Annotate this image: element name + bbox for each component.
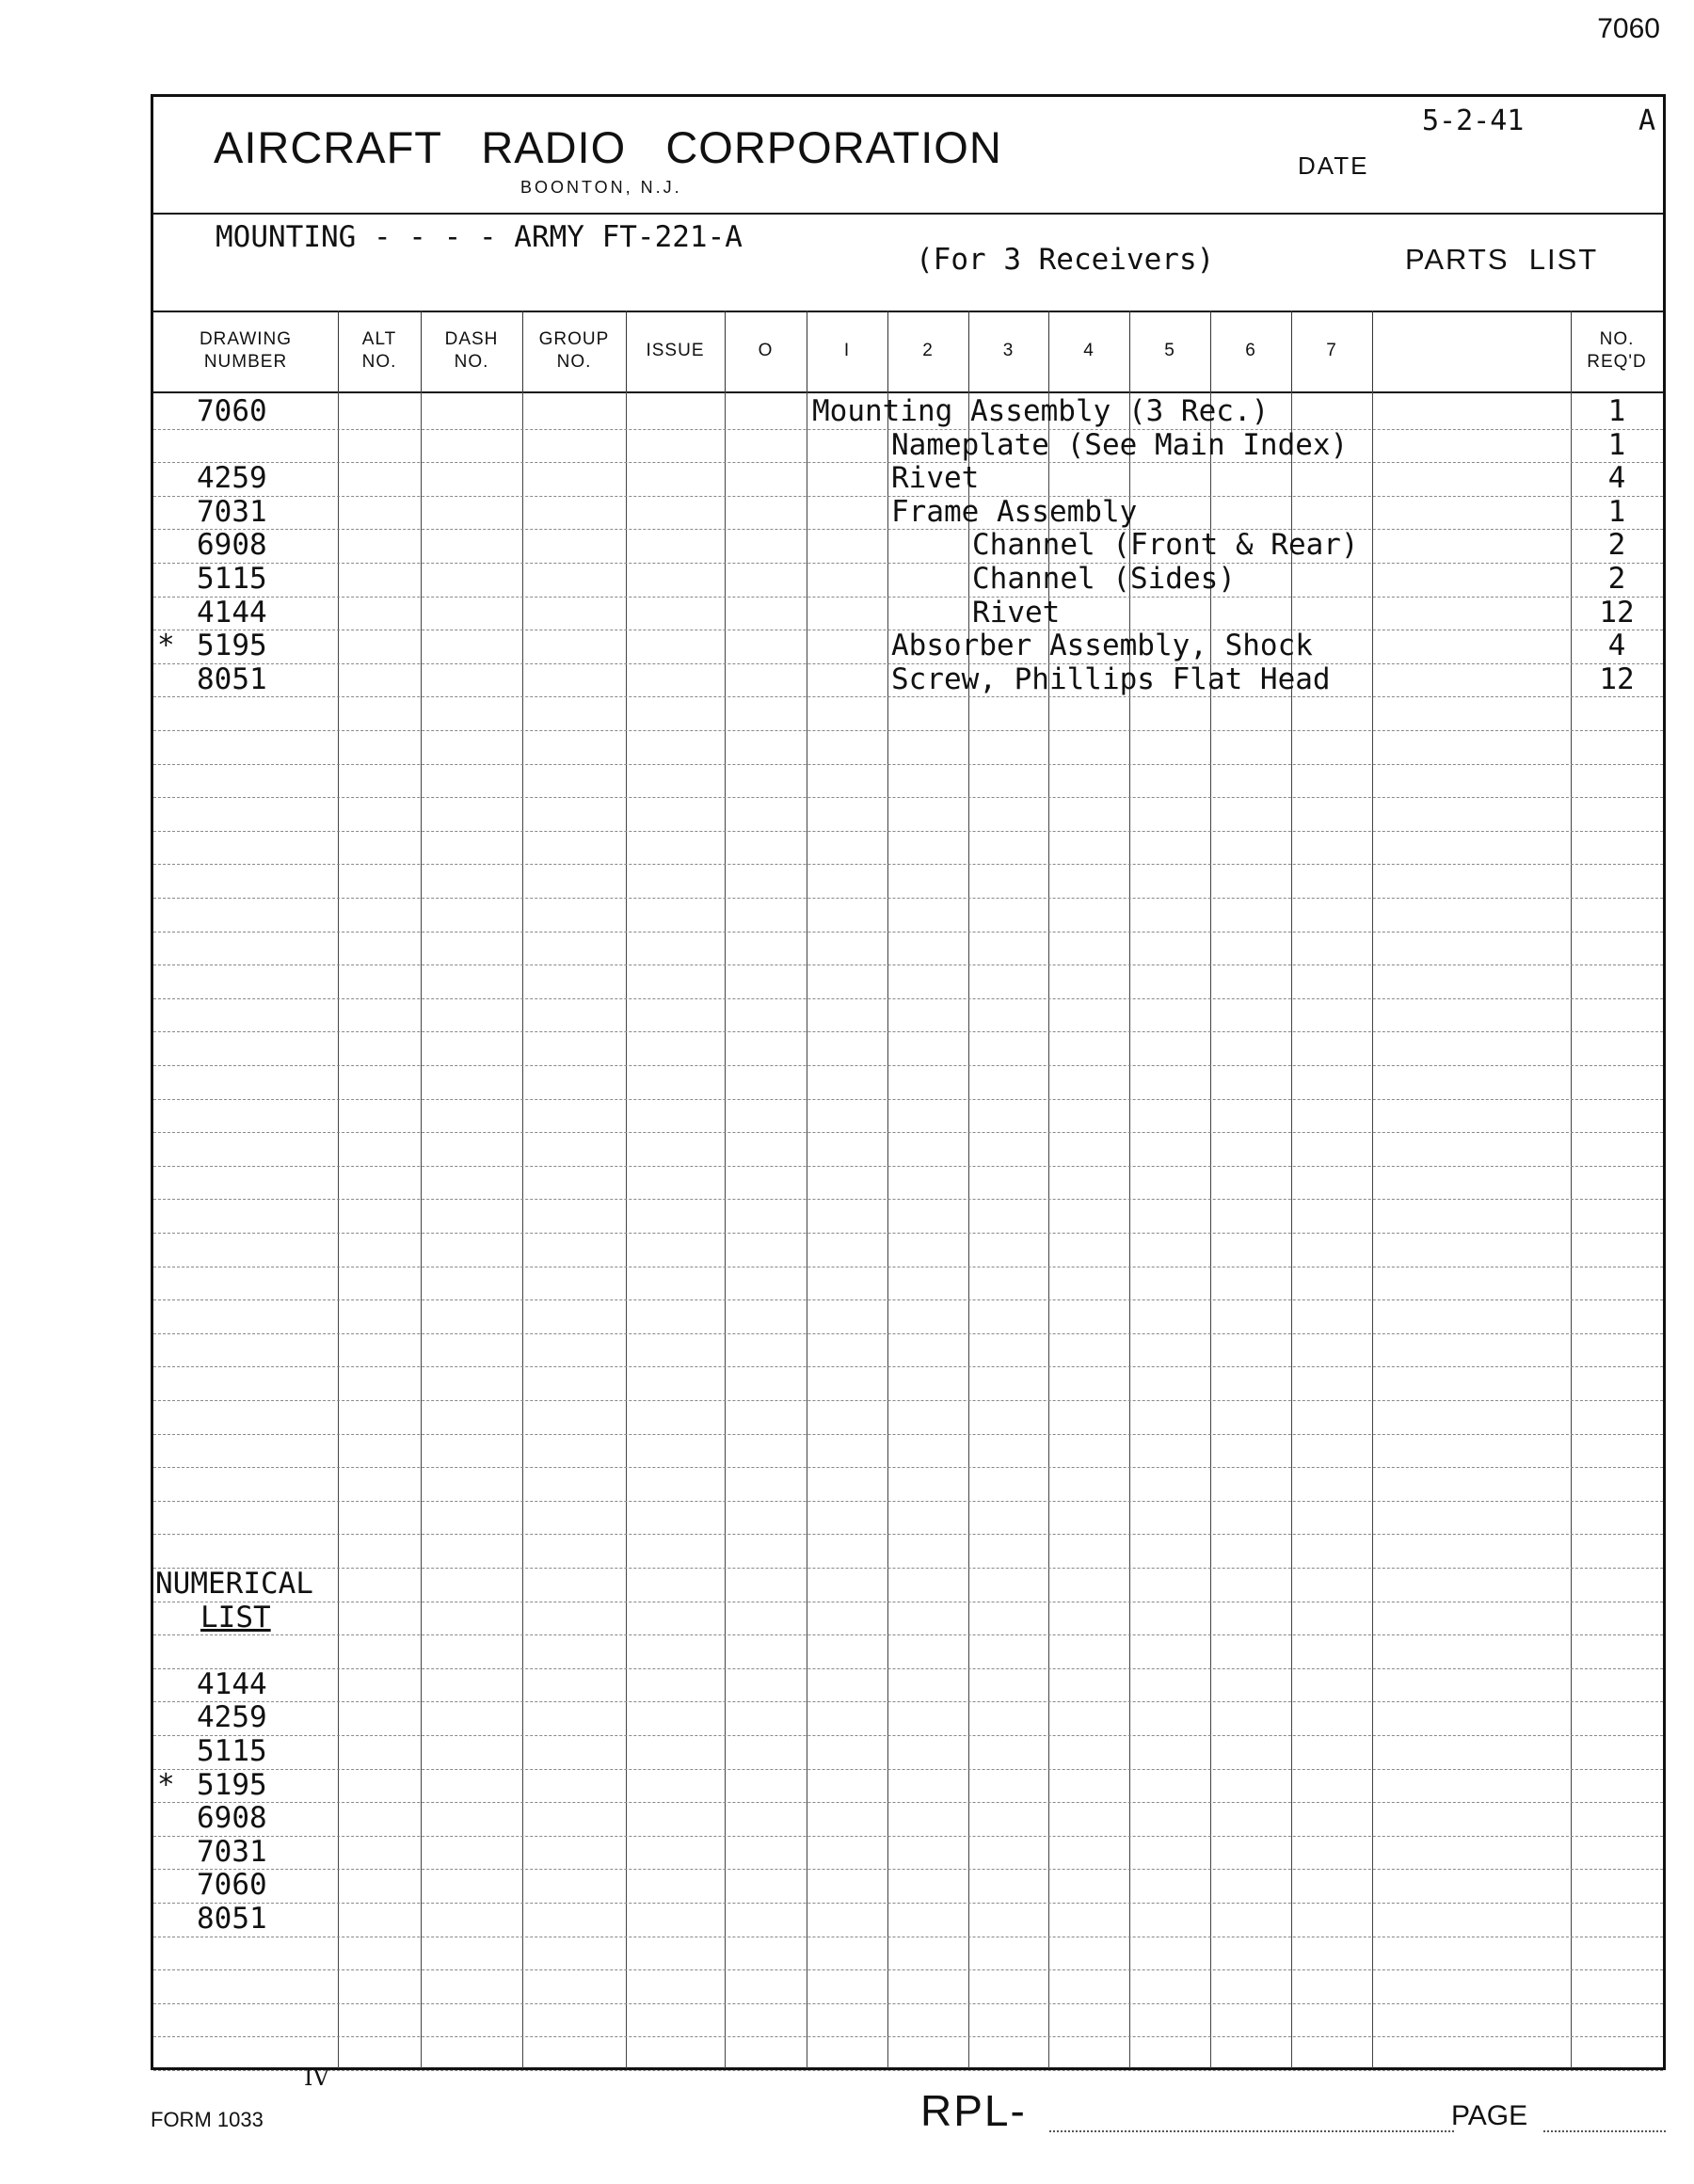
assembly-header	[153, 213, 1663, 312]
row-rule	[153, 964, 1663, 965]
parts-list-form	[151, 94, 1666, 2070]
row-rule	[153, 1400, 1663, 1401]
quantity-required: 2	[1607, 562, 1626, 596]
column-header: DASH NO.	[444, 329, 499, 372]
revision-letter: A	[1638, 104, 1655, 137]
row-rule	[153, 1769, 1663, 1770]
row-rule	[153, 998, 1663, 999]
part-description: Screw, Phillips Flat Head	[891, 662, 1331, 696]
column-divider	[725, 391, 726, 2068]
column-header: 6	[1245, 341, 1256, 360]
revision-marker: *	[157, 629, 175, 663]
column-divider	[626, 391, 627, 2068]
row-rule	[153, 898, 1663, 899]
drawing-number: 5195	[197, 629, 267, 663]
row-rule	[153, 1634, 1663, 1635]
row-rule	[153, 1802, 1663, 1803]
numerical-list-title: NUMERICAL	[155, 1567, 313, 1601]
row-rule	[153, 764, 1663, 765]
numerical-list-item: 6908	[197, 1801, 267, 1836]
column-header: 5	[1164, 341, 1175, 360]
column-divider	[626, 311, 627, 391]
column-header	[1372, 311, 1571, 391]
row-rule	[153, 864, 1663, 865]
column-divider	[887, 311, 888, 391]
rpl-label: RPL-	[920, 2086, 1027, 2135]
date-label: DATE	[1298, 151, 1369, 180]
column-header: ISSUE	[646, 341, 705, 360]
column-header: 4	[1083, 341, 1095, 360]
quantity-required: 1	[1607, 394, 1626, 428]
quantity-required: 4	[1607, 629, 1626, 663]
part-description: Frame Assembly	[891, 494, 1138, 529]
company-location: BOONTON, N.J.	[520, 178, 682, 197]
parts-grid	[153, 391, 1663, 2068]
row-rule	[153, 529, 1663, 530]
assembly-description: MOUNTING - - - - ARMY FT-221-A	[216, 220, 743, 254]
column-divider	[968, 311, 969, 391]
part-description: Absorber Assembly, Shock	[891, 629, 1313, 663]
row-rule	[153, 1534, 1663, 1535]
quantity-required: 2	[1607, 528, 1626, 563]
numerical-list-item: 5115	[197, 1734, 267, 1768]
row-rule	[153, 1501, 1663, 1502]
column-header: GROUP NO.	[538, 329, 610, 372]
row-rule	[153, 1735, 1663, 1736]
row-rule	[153, 1099, 1663, 1100]
part-description: Channel (Front & Rear)	[972, 528, 1359, 563]
quantity-required: 1	[1607, 494, 1626, 529]
row-rule	[153, 730, 1663, 731]
row-rule	[153, 797, 1663, 798]
column-header: NO. REQ'D	[1587, 329, 1647, 372]
column-divider	[725, 311, 726, 391]
column-divider	[1372, 311, 1373, 391]
column-divider	[338, 311, 339, 391]
column-divider	[1048, 311, 1049, 391]
page-blank-line	[1543, 2130, 1666, 2132]
row-rule	[153, 1333, 1663, 1334]
row-rule	[153, 563, 1663, 564]
numerical-list-item: 8051	[197, 1902, 267, 1936]
numerical-list-item: 4259	[197, 1700, 267, 1735]
part-description: Channel (Sides)	[972, 562, 1236, 596]
row-rule	[153, 1903, 1663, 1904]
revision-marker: *	[157, 1767, 175, 1802]
numerical-list-item: 5195	[197, 1767, 267, 1802]
row-rule	[153, 1869, 1663, 1870]
row-rule	[153, 1701, 1663, 1702]
column-header: O	[758, 341, 774, 360]
column-divider	[338, 391, 339, 2068]
numerical-list-item: 7031	[197, 1834, 267, 1869]
row-rule	[153, 1668, 1663, 1669]
numerical-list-item: 7060	[197, 1868, 267, 1903]
row-rule	[153, 1366, 1663, 1367]
form-number: FORM 1033	[151, 2108, 264, 2131]
quantity-required: 1	[1607, 427, 1626, 462]
company-header	[153, 97, 1663, 215]
column-divider	[1291, 311, 1292, 391]
column-divider	[1372, 391, 1373, 2068]
row-rule	[153, 932, 1663, 933]
form-title: PARTS LIST	[1405, 243, 1599, 276]
drawing-number: 8051	[197, 662, 267, 696]
drawing-number: 4259	[197, 461, 267, 496]
row-rule	[153, 597, 1663, 598]
row-rule	[153, 1166, 1663, 1167]
column-divider	[1129, 311, 1130, 391]
drawing-number: 7060	[197, 394, 267, 428]
drawing-number: 7031	[197, 494, 267, 529]
column-divider	[1210, 311, 1211, 391]
row-rule	[153, 1132, 1663, 1133]
column-header-row	[153, 311, 1663, 393]
row-rule	[153, 2003, 1663, 2004]
row-rule	[153, 831, 1663, 832]
row-rule	[153, 1568, 1663, 1569]
numerical-list-subtitle: LIST	[200, 1600, 271, 1634]
roman-mark: IV	[304, 2064, 329, 2091]
column-header: 2	[922, 341, 934, 360]
column-header: DRAWING NUMBER	[199, 329, 293, 372]
row-rule	[153, 2036, 1663, 2037]
row-rule	[153, 696, 1663, 697]
column-divider	[421, 391, 422, 2068]
date-value: 5-2-41	[1422, 104, 1525, 137]
drawing-number: 5115	[197, 562, 267, 596]
part-description: Nameplate (See Main Index)	[891, 427, 1349, 462]
rpl-blank-line	[1049, 2130, 1454, 2132]
numerical-list-item: 4144	[197, 1666, 267, 1701]
row-rule	[153, 1299, 1663, 1300]
row-rule	[153, 1836, 1663, 1837]
drawing-number: 4144	[197, 595, 267, 630]
row-rule	[153, 1969, 1663, 1970]
assembly-note: (For 3 Receivers)	[916, 243, 1215, 277]
part-description: Mounting Assembly (3 Rec.)	[812, 394, 1270, 428]
quantity-required: 12	[1599, 662, 1635, 696]
column-header: 7	[1326, 341, 1337, 360]
column-header: I	[843, 341, 851, 360]
column-divider	[522, 311, 523, 391]
row-rule	[153, 1065, 1663, 1066]
part-description: Rivet	[891, 461, 980, 496]
row-rule	[153, 1199, 1663, 1200]
quantity-required: 4	[1607, 461, 1626, 496]
row-rule	[153, 2070, 1663, 2071]
row-rule	[153, 1233, 1663, 1234]
page-number: 7060	[1597, 13, 1660, 44]
row-rule	[153, 1031, 1663, 1032]
page-label: PAGE	[1451, 2100, 1528, 2131]
quantity-required: 12	[1599, 595, 1635, 630]
column-divider	[421, 311, 422, 391]
company-name: AIRCRAFT RADIO CORPORATION	[214, 122, 1002, 172]
drawing-number: 6908	[197, 528, 267, 563]
row-rule	[153, 1467, 1663, 1468]
column-divider	[1571, 311, 1572, 391]
column-header: ALT NO.	[361, 329, 397, 372]
part-description: Rivet	[972, 595, 1061, 630]
column-divider	[522, 391, 523, 2068]
column-divider	[887, 391, 888, 2068]
row-rule	[153, 1434, 1663, 1435]
column-header: 3	[1002, 341, 1015, 360]
